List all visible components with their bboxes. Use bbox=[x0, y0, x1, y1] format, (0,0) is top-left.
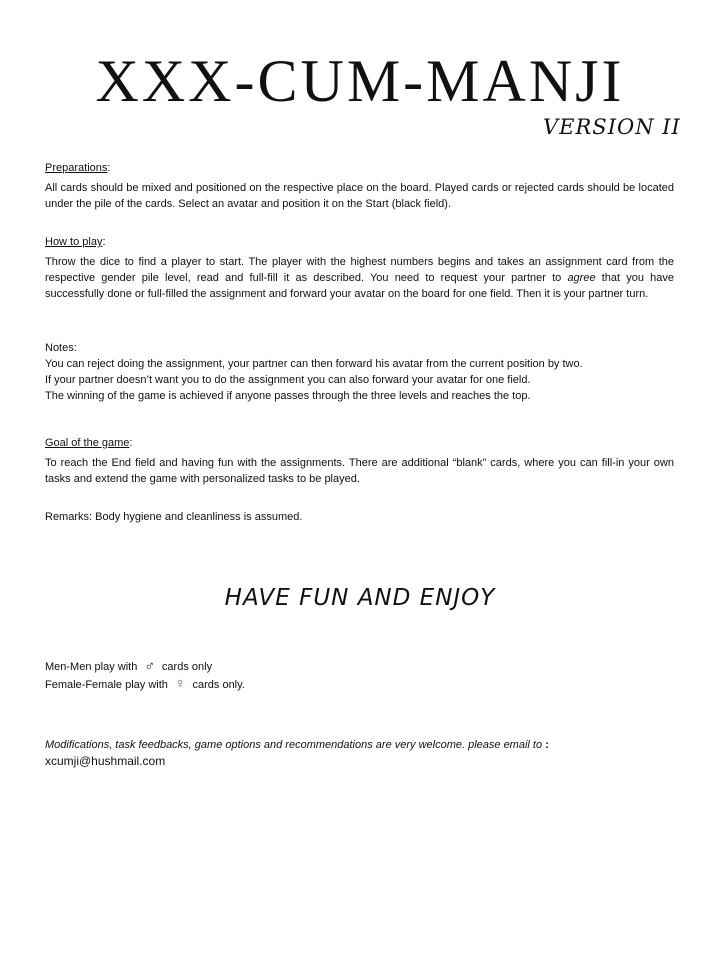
notes-heading: Notes: bbox=[45, 342, 77, 354]
gender-section bbox=[45, 657, 674, 693]
men-line-text: Men-Men play with bbox=[45, 661, 141, 673]
notes-line: You can reject doing the assignment, your partner can then forward his avatar from the current position by two. bbox=[45, 358, 583, 370]
how-to-play-text-a: Throw the dice to find a player to start. The player with the highest numbers begins and takes an assignment card from the respective gender pile level, read and full-fill it as described. You need to request your partner to bbox=[45, 256, 674, 284]
preparations-text: All cards should be mixed and positioned on the respective place on the board. Played cards or rejected cards should be located under the pile of the cards. Select an avatar and position it on the Start (black field). bbox=[45, 182, 674, 210]
goal-section bbox=[45, 435, 674, 487]
how-to-play-text-b: that you have successfully done or full-filled the assignment and forward your avatar on the board for one field. Then it is your partner turn. bbox=[45, 272, 675, 300]
how-to-play-section bbox=[45, 234, 674, 302]
how-to-play-emphasis: agree bbox=[567, 272, 596, 284]
contact-email-link[interactable]: xcumji@hushmail.com bbox=[45, 754, 166, 768]
notes-line: The winning of the game is achieved if anyone passes through the three levels and reaches the top. bbox=[45, 390, 531, 402]
goal-heading: Goal of the game bbox=[45, 437, 130, 449]
how-to-play-heading: How to play bbox=[45, 236, 103, 248]
heading-colon: : bbox=[129, 437, 133, 449]
contact-note-text: Modifications, task feedbacks, game options and recommendations are very welcome. please email to bbox=[45, 739, 543, 751]
contact-colon: : bbox=[542, 739, 549, 751]
female-line bbox=[45, 675, 674, 693]
notes-section bbox=[45, 340, 674, 404]
remarks-section bbox=[45, 509, 674, 525]
men-line-suffix: cards only bbox=[158, 661, 213, 673]
how-to-play-text bbox=[45, 254, 674, 302]
document-title: XXX-CUM-MANJI bbox=[95, 48, 625, 114]
document-subtitle: VERSION II bbox=[543, 115, 681, 139]
female-line-suffix: cards only. bbox=[189, 679, 245, 691]
notes-line: If your partner doesn’t want you to do the assignment you can also forward your avatar for one field. bbox=[45, 374, 531, 386]
contact-note bbox=[45, 737, 674, 753]
male-symbol-icon: ♂ bbox=[144, 657, 155, 673]
heading-colon: : bbox=[107, 162, 111, 174]
enjoy-banner: HAVE FUN AND ENJOY bbox=[224, 585, 496, 611]
goal-text: To reach the End field and having fun with the assignments. There are additional “blank” cards, where you can fill-in your own tasks and extend the game with personalized tasks to be played. bbox=[45, 457, 674, 485]
female-symbol-icon: ♀ bbox=[174, 675, 186, 691]
contact-section bbox=[45, 737, 674, 769]
preparations-section bbox=[45, 160, 674, 212]
heading-colon: : bbox=[102, 236, 106, 248]
remarks-text: Remarks: Body hygiene and cleanliness is assumed. bbox=[45, 511, 303, 523]
preparations-heading: Preparations bbox=[45, 162, 108, 174]
men-line bbox=[45, 657, 674, 675]
female-line-text: Female-Female play with bbox=[45, 679, 171, 691]
